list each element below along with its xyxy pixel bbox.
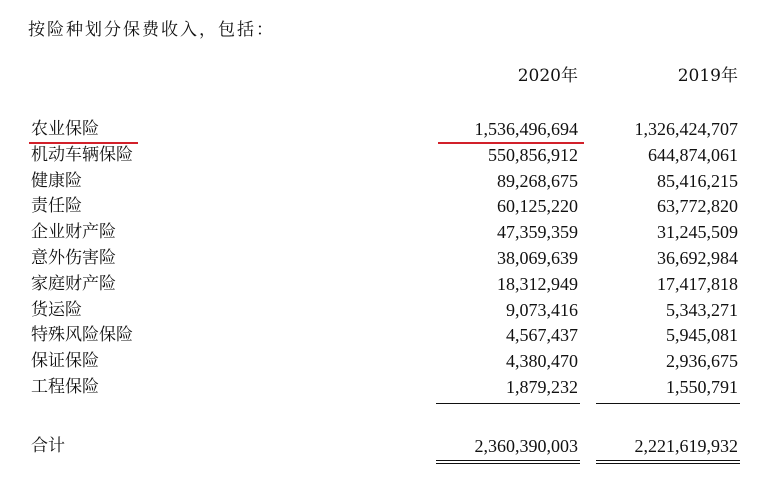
value-2020: 89,268,675 bbox=[497, 170, 578, 191]
row-label: 意外伤害险 bbox=[31, 247, 116, 268]
row-label: 货运险 bbox=[31, 299, 82, 320]
header-year-2019: 2019年 bbox=[677, 66, 738, 86]
value-2020: 60,125,220 bbox=[497, 196, 578, 217]
value-2019: 2,936,675 bbox=[666, 351, 738, 372]
total-label: 合计 bbox=[31, 436, 65, 456]
highlight-underline-value bbox=[438, 142, 584, 144]
table-row bbox=[0, 246, 774, 272]
row-label: 农业保险 bbox=[31, 119, 99, 139]
subtotal-rule-2020 bbox=[436, 403, 580, 404]
value-2020: 4,380,470 bbox=[506, 351, 578, 372]
value-2020: 18,312,949 bbox=[497, 273, 578, 294]
value-2020: 550,856,912 bbox=[488, 144, 578, 165]
row-label: 责任险 bbox=[31, 196, 82, 217]
value-2019: 31,245,509 bbox=[657, 222, 738, 243]
highlight-underline-label bbox=[29, 142, 138, 144]
total-double-rule-2020-top bbox=[436, 460, 580, 461]
table-row bbox=[0, 349, 774, 375]
value-2019: 5,343,271 bbox=[666, 299, 738, 320]
row-label: 企业财产险 bbox=[31, 222, 116, 243]
header-year-2020: 2020年 bbox=[517, 66, 578, 86]
table-row bbox=[0, 323, 774, 349]
value-2019: 644,874,061 bbox=[648, 144, 738, 165]
total-value-2019: 2,221,619,932 bbox=[634, 436, 738, 456]
value-2019: 1,326,424,707 bbox=[634, 119, 738, 139]
value-2020: 1,879,232 bbox=[506, 376, 578, 397]
value-2020: 1,536,496,694 bbox=[474, 119, 578, 139]
premium-table bbox=[0, 117, 774, 401]
total-double-rule-2019-top bbox=[596, 460, 740, 461]
value-2019: 1,550,791 bbox=[666, 376, 738, 397]
table-row bbox=[0, 375, 774, 401]
value-2020: 9,073,416 bbox=[506, 299, 578, 320]
value-2019: 63,772,820 bbox=[657, 196, 738, 217]
total-double-rule-2019-bottom bbox=[596, 463, 740, 464]
value-2020: 38,069,639 bbox=[497, 247, 578, 268]
row-label: 健康险 bbox=[31, 170, 82, 191]
table-row bbox=[0, 298, 774, 324]
value-2019: 36,692,984 bbox=[657, 247, 738, 268]
row-label: 保证保险 bbox=[31, 351, 99, 372]
intro-text: 按险种划分保费收入，包括： bbox=[28, 20, 275, 40]
row-label: 家庭财产险 bbox=[31, 273, 116, 294]
row-label: 机动车辆保险 bbox=[31, 144, 133, 165]
value-2019: 5,945,081 bbox=[666, 325, 738, 346]
total-double-rule-2020-bottom bbox=[436, 463, 580, 464]
row-label: 工程保险 bbox=[31, 376, 99, 397]
value-2019: 85,416,215 bbox=[657, 170, 738, 191]
row-label: 特殊风险保险 bbox=[31, 325, 133, 346]
subtotal-rule-2019 bbox=[596, 403, 740, 404]
table-row bbox=[0, 169, 774, 195]
table-row bbox=[0, 272, 774, 298]
table-row bbox=[0, 194, 774, 220]
table-row bbox=[0, 143, 774, 169]
value-2019: 17,417,818 bbox=[657, 273, 738, 294]
table-row bbox=[0, 220, 774, 246]
value-2020: 47,359,359 bbox=[497, 222, 578, 243]
total-value-2020: 2,360,390,003 bbox=[474, 436, 578, 456]
value-2020: 4,567,437 bbox=[506, 325, 578, 346]
table-row bbox=[0, 117, 774, 143]
total-row bbox=[0, 433, 774, 459]
